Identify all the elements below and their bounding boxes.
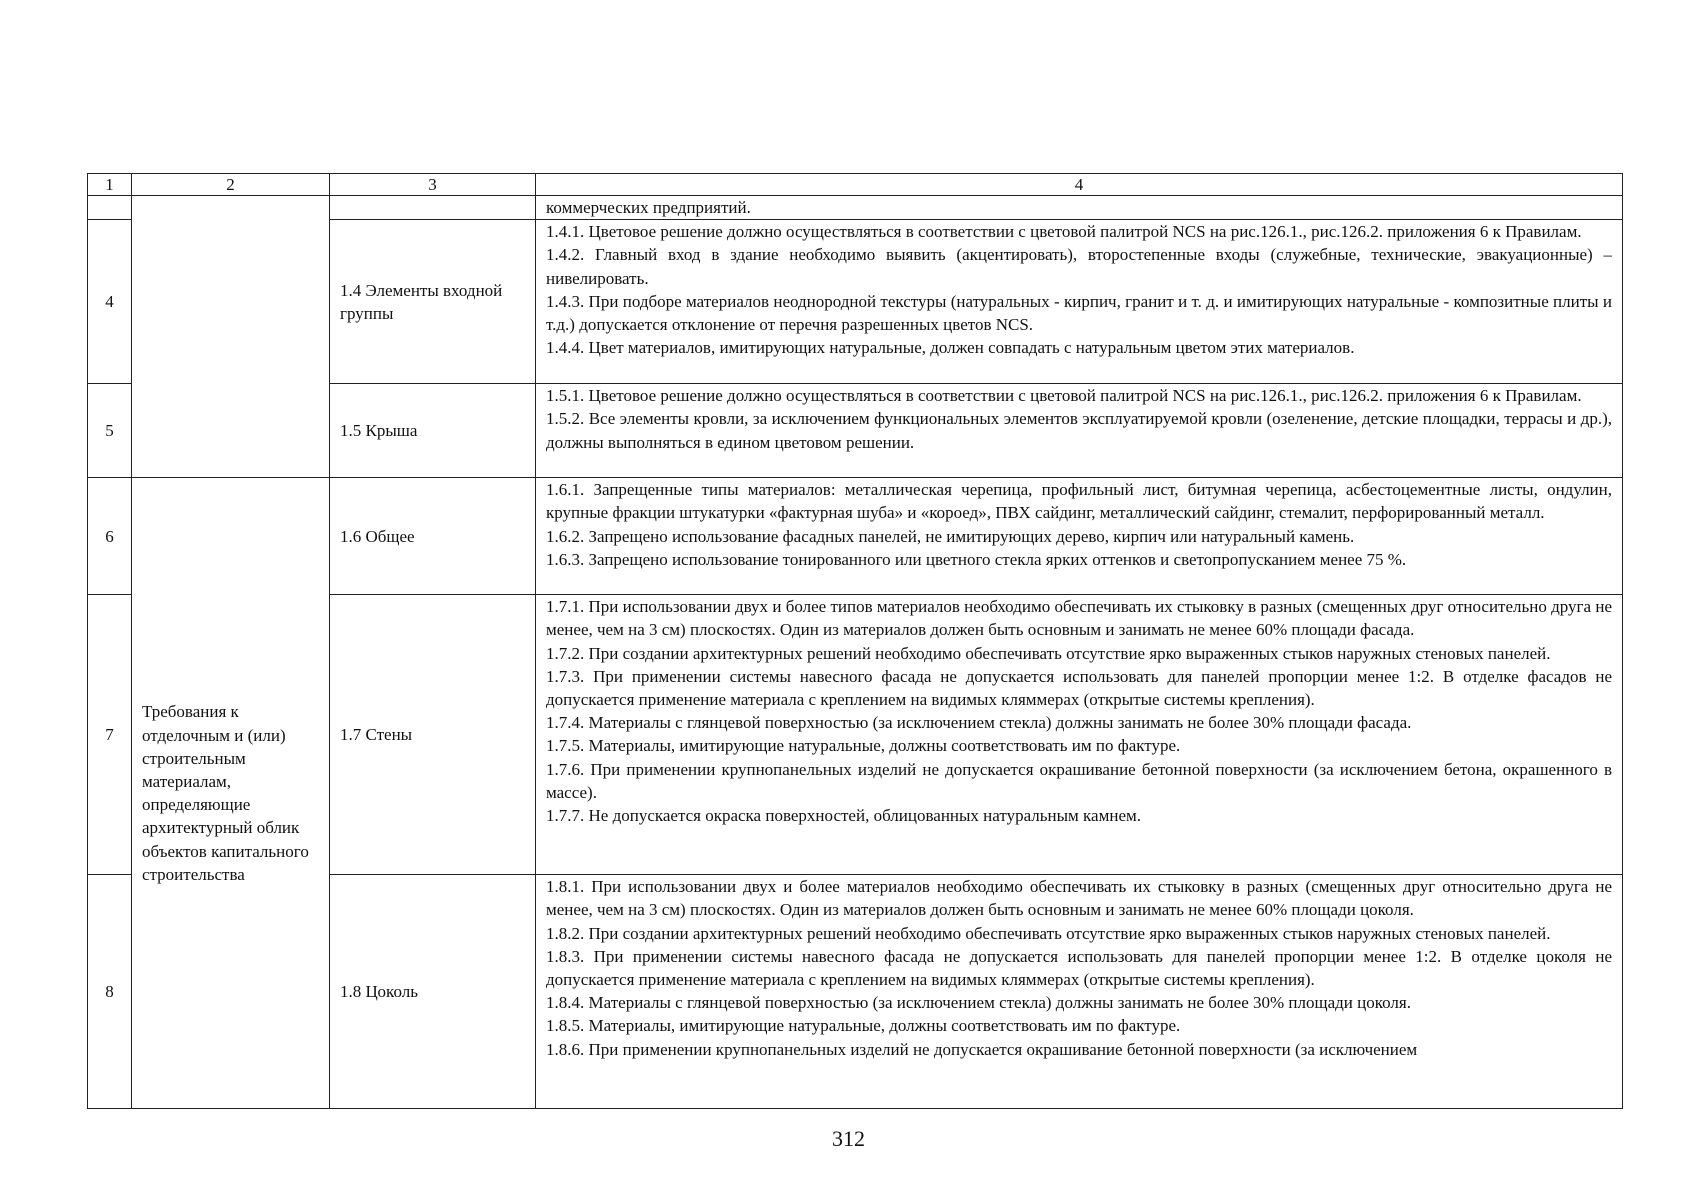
group-materials: Требования к отделочным и (или) строительным материалам, определяющие архитектурный облик объектов капитального строительства (132, 478, 330, 1109)
row-number: 6 (88, 478, 132, 595)
requirement-text: 1.7.7. Не допускается окраска поверхностей, облицованных натуральным камнем. (546, 806, 1142, 826)
header-col-4: 4 (536, 174, 1623, 196)
header-col-3: 3 (330, 174, 536, 196)
requirement-text: 1.8.4. Материалы с глянцевой поверхностью (за исключением стекла) должны занимать не более 30% площади цоколя. (546, 993, 1411, 1013)
group-cell-upper (132, 196, 330, 478)
requirements-cell (536, 220, 1623, 384)
continuation-element-cell (330, 196, 536, 220)
requirement-text: 1.7.2. При создании архитектурных решений необходимо обеспечивать отсутствие ярко выраженных стыков наружных стеновых панелей. (546, 643, 1551, 663)
requirements-cell (536, 875, 1623, 1109)
row-number: 5 (88, 384, 132, 478)
requirement-text: 1.7.6. При применении крупнопанельных изделий не допускается окрашивание бетонной поверхности (за исключением бетона, окрашенного в массе). (546, 759, 1612, 802)
header-row (88, 174, 1623, 196)
header-col-1: 1 (88, 174, 132, 196)
continuation-num-cell (88, 196, 132, 220)
requirement-text: 1.7.5. Материалы, имитирующие натуральные, должны соответствовать им по фактуре. (546, 736, 1181, 756)
requirement-text: 1.7.4. Материалы с глянцевой поверхностью (за исключением стекла) должны занимать не более 30% площади фасада. (546, 713, 1412, 733)
requirements-table (87, 173, 1623, 1109)
requirements-cell (536, 478, 1623, 595)
requirement-text: 1.8.2. При создании архитектурных решений необходимо обеспечивать отсутствие ярко выраженных стыков наружных стеновых панелей. (546, 923, 1551, 943)
element-name: 1.5 Крыша (330, 384, 536, 478)
element-name: 1.7 Стены (330, 595, 536, 875)
requirement-text: 1.4.4. Цвет материалов, имитирующих натуральные, должен совпадать с натуральным цветом этих материалов. (546, 338, 1355, 358)
requirements-cell (536, 595, 1623, 875)
requirement-text: 1.7.3. При применении системы навесного фасада не допускается использовать для панелей пропорции менее 1:2. В отделке фасадов не допускается применение материала с креплением на видимых кляммерах (открытые системы крепления). (546, 666, 1612, 710)
continuation-row (88, 196, 1623, 220)
requirement-text: 1.6.3. Запрещено использование тонированного или цветного стекла ярких оттенков и светопропусканием менее 75 %. (546, 549, 1407, 569)
row-number: 8 (88, 875, 132, 1109)
requirement-text: 1.8.6. При применении крупнопанельных изделий не допускается окрашивание бетонной поверхности (за исключением (546, 1039, 1418, 1059)
page-number: 312 (832, 1126, 865, 1151)
row-number: 4 (88, 220, 132, 384)
requirement-text: 1.4.1. Цветовое решение должно осуществляться в соответствии с цветовой палитрой NCS на рис.126.1., рис.126.2. приложения 6 к Правилам. (546, 222, 1582, 242)
requirements-cell (536, 384, 1623, 478)
requirement-text: 1.5.2. Все элементы кровли, за исключением функциональных элементов эксплуатируемой кровли (озеленение, детские площадки, террасы и др.), должны выполняться в едином цветовом решении. (546, 409, 1612, 452)
requirement-text: 1.6.2. Запрещено использование фасадных панелей, не имитирующих дерево, кирпич или натуральный камень. (546, 526, 1355, 546)
header-col-2: 2 (132, 174, 330, 196)
continuation-text: коммерческих предприятий. (536, 196, 1623, 220)
element-name: 1.4 Элементы входной группы (330, 220, 536, 384)
element-name: 1.6 Общее (330, 478, 536, 595)
element-name: 1.8 Цоколь (330, 875, 536, 1109)
requirement-text: 1.5.1. Цветовое решение должно осуществляться в соответствии с цветовой палитрой NCS на рис.126.1., рис.126.2. приложения 6 к Правилам. (546, 386, 1582, 406)
requirement-text: 1.6.1. Запрещенные типы материалов: металлическая черепица, профильный лист, битумная черепица, асбестоцементные листы, ондулин, крупные фракции штукатурки «фактурная шуба» и «короед», ПВХ сайдинг, металлический сайдинг, стемалит, перфорированный металл. (546, 480, 1612, 523)
requirement-text: 1.4.2. Главный вход в здание необходимо выявить (акцентировать), второстепенные входы (служебные, технические, эвакуационные) – нивелировать. (546, 245, 1612, 288)
requirement-text: 1.4.3. При подборе материалов неоднородной текстуры (натуральных - кирпич, гранит и т. д. и имитирующих натуральные - композитные плиты и т.д.) допускается отклонение от перечня разрешенных цветов NCS. (546, 291, 1612, 335)
requirement-text: 1.8.3. При применении системы навесного фасада не допускается использовать для панелей пропорции менее 1:2. В отделке цоколя не допускается применение материала с креплением на видимых кляммерах (открытые системы крепления). (546, 946, 1612, 990)
row-number: 7 (88, 595, 132, 875)
requirement-text: 1.8.1. При использовании двух и более материалов необходимо обеспечивать их стыковку в разных (смещенных друг относительно друга не менее, чем на 3 см) плоскостях. Один из материалов должен быть основным и занимать не менее 60% площади цоколя. (546, 877, 1612, 920)
requirement-text: 1.8.5. Материалы, имитирующие натуральные, должны соответствовать им по фактуре. (546, 1016, 1181, 1036)
requirement-text: 1.7.1. При использовании двух и более типов материалов необходимо обеспечивать их стыковку в разных (смещенных друг относительно друга не менее, чем на 3 см) плоскостях. Один из материалов должен быть основным и занимать не менее 60% площади фасада. (546, 597, 1612, 640)
table-row (88, 478, 1623, 595)
